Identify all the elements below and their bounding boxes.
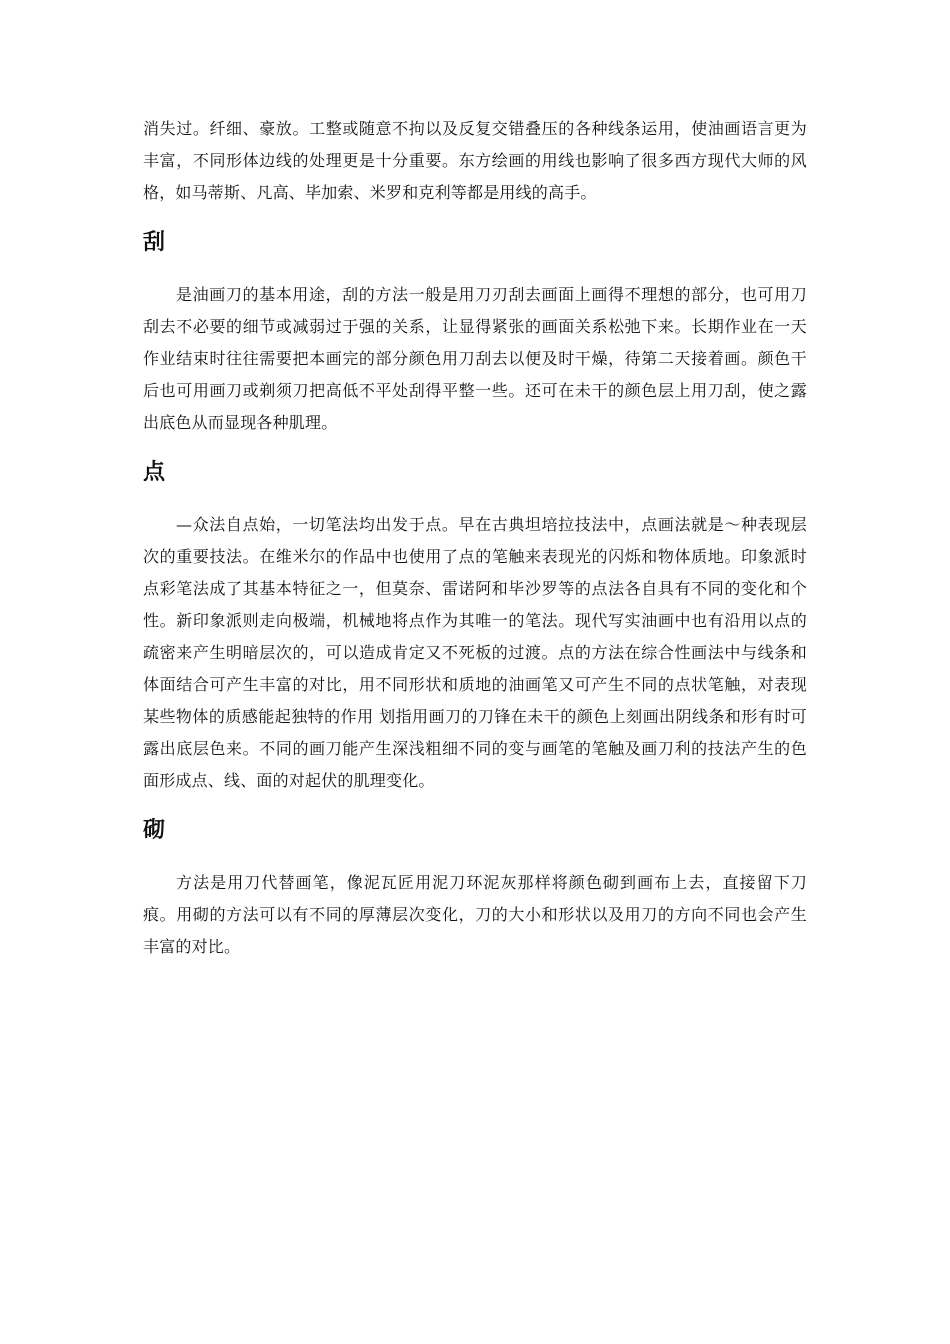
section-heading-dian: 点 — [143, 460, 166, 485]
section-paragraph-dian: —众法自点始，一切笔法均出发于点。早在古典坦培拉技法中，点画法就是～种表现层次的重要技法。在维米尔的作品中也使用了点的笔触来表现光的闪烁和物体质地。印象派时点彩笔法成了其基本特征之一，但莫奈、雷诺阿和毕沙罗等的点法各自具有不同的变化和个性。新印象派则走向极端，机械地将点作为其唯一的笔法。现代写实油画中也有沿用以点的疏密来产生明暗层次的，可以造成肯定又不死板的过渡。点的方法在综合性画法中与线条和体面结合可产生丰富的对比，用不同形状和质地的油画笔又可产生不同的点状笔触，对表现某些物体的质感能起独特的作用 划指用画刀的刀锋在未干的颜色上刻画出阴线条和形有时可露出底层色来。不同的画刀能产生深浅粗细不同的变与画笔的笔触及画刀利的技法产生的色面形成点、线、面的对起伏的肌理变化。 — [143, 515, 807, 790]
intro-paragraph: 消失过。纤细、豪放。工整或随意不拘以及反复交错叠压的各种线条运用，使油画语言更为丰富，不同形体边线的处理更是十分重要。东方绘画的用线也影响了很多西方现代大师的风格，如马蒂斯、凡高、毕加索、米罗和克利等都是用线的高手。 — [143, 119, 807, 202]
section-heading-qi: 砌 — [143, 818, 166, 843]
document-body — [143, 113, 807, 963]
section-paragraph-qi: 方法是用刀代替画笔，像泥瓦匠用泥刀环泥灰那样将颜色砌到画布上去，直接留下刀痕。用砌的方法可以有不同的厚薄层次变化，刀的大小和形状以及用刀的方向不同也会产生丰富的对比。 — [143, 873, 807, 956]
section-heading-gua: 刮 — [143, 230, 166, 255]
section-paragraph-gua: 是油画刀的基本用途，刮的方法一般是用刀刃刮去画面上画得不理想的部分，也可用刀刮去不必要的细节或减弱过于强的关系，让显得紧张的画面关系松弛下来。长期作业在一天作业结束时往往需要把本画完的部分颜色用刀刮去以便及时干燥，待第二天接着画。颜色干后也可用画刀或剃须刀把高低不平处刮得平整一些。还可在未干的颜色层上用刀刮，使之露出底色从而显现各种肌理。 — [143, 285, 807, 432]
